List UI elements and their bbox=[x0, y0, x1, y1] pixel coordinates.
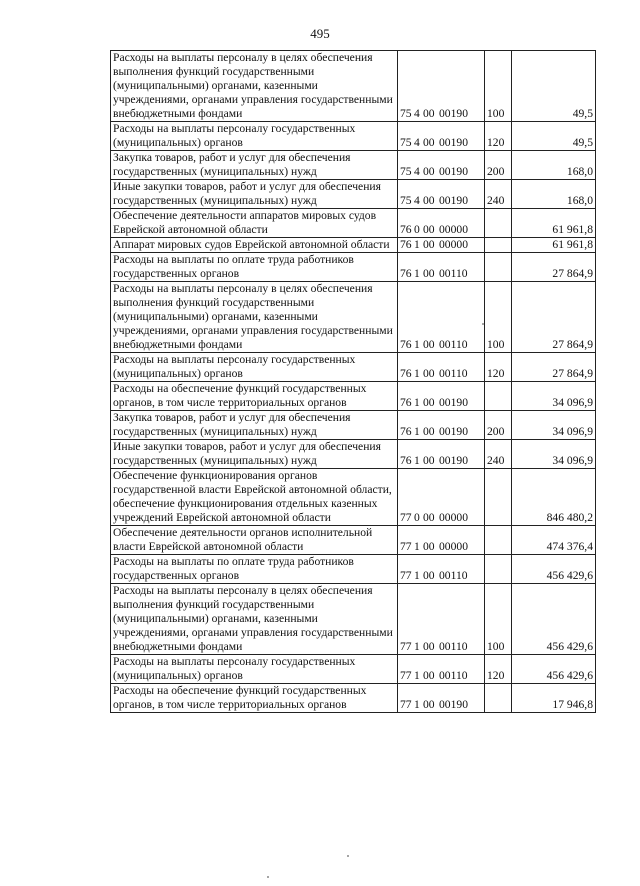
code-segment: 00 bbox=[423, 396, 435, 409]
expense-type-cell bbox=[485, 382, 512, 411]
expense-name-cell: Обеспечение деятельности органов исполнительной власти Еврейской автономной области bbox=[111, 526, 398, 555]
code-segment: 76 bbox=[400, 396, 412, 409]
table-row bbox=[111, 411, 596, 440]
expense-name-cell: Расходы на выплаты персоналу в целях обеспечения выполнения функций государственными (муниципальными) органами, казенными учреждениями, органами управления государственными внебюджетными фондами bbox=[111, 51, 398, 122]
target-article-code-cell bbox=[398, 469, 485, 526]
code-segment: 00000 bbox=[439, 223, 468, 236]
code-segment: 77 bbox=[400, 569, 412, 582]
table-row bbox=[111, 353, 596, 382]
expense-name-cell: Закупка товаров, работ и услуг для обеспечения государственных (муниципальных) нужд bbox=[111, 411, 398, 440]
target-article-code-cell bbox=[398, 238, 485, 253]
code-segment: 1 bbox=[414, 367, 420, 380]
expense-name-cell: Иные закупки товаров, работ и услуг для обеспечения государственных (муниципальных) нужд bbox=[111, 440, 398, 469]
code-segment: 00000 bbox=[439, 511, 468, 524]
amount-cell: 61 961,8 bbox=[512, 238, 596, 253]
expense-type-cell: 100 bbox=[485, 282, 512, 353]
code-segment: 1 bbox=[414, 698, 420, 711]
amount-cell: 61 961,8 bbox=[512, 209, 596, 238]
expense-type-cell bbox=[485, 469, 512, 526]
code-segment: 4 bbox=[414, 165, 420, 178]
target-article-code-cell bbox=[398, 584, 485, 655]
code-segment: 1 bbox=[414, 338, 420, 351]
code-segment: 00110 bbox=[439, 267, 468, 280]
target-article-code-cell bbox=[398, 151, 485, 180]
expense-name-cell: Обеспечение функционирования органов государственной власти Еврейской автономной области, обеспечение функционирования отдельных казенных учреждений Еврейской автономной области bbox=[111, 469, 398, 526]
code-segment: 00110 bbox=[439, 338, 468, 351]
expense-name-cell: Расходы на обеспечение функций государственных органов, в том числе территориальных органов bbox=[111, 684, 398, 713]
expense-name-cell: Расходы на обеспечение функций государственных органов, в том числе территориальных органов bbox=[111, 382, 398, 411]
code-segment: 00 bbox=[423, 540, 435, 553]
code-segment: 00 bbox=[423, 454, 435, 467]
code-segment: 00190 bbox=[439, 107, 468, 120]
code-segment: 00 bbox=[423, 425, 435, 438]
amount-cell: 456 429,6 bbox=[512, 555, 596, 584]
target-article-code-cell bbox=[398, 555, 485, 584]
code-segment: 00 bbox=[423, 136, 435, 149]
expense-name-cell: Закупка товаров, работ и услуг для обеспечения государственных (муниципальных) нужд bbox=[111, 151, 398, 180]
amount-cell: 17 946,8 bbox=[512, 684, 596, 713]
table-row bbox=[111, 238, 596, 253]
code-segment: 75 bbox=[400, 194, 412, 207]
amount-cell: 49,5 bbox=[512, 122, 596, 151]
target-article-code-cell bbox=[398, 382, 485, 411]
scan-speck bbox=[482, 323, 484, 325]
table-row bbox=[111, 180, 596, 209]
target-article-code-cell bbox=[398, 180, 485, 209]
table-row bbox=[111, 469, 596, 526]
expense-type-cell: 200 bbox=[485, 411, 512, 440]
code-segment: 00 bbox=[423, 238, 435, 251]
target-article-code-cell bbox=[398, 282, 485, 353]
target-article-code-cell bbox=[398, 411, 485, 440]
expense-type-cell: 100 bbox=[485, 584, 512, 655]
table-row bbox=[111, 51, 596, 122]
expense-type-cell: 120 bbox=[485, 655, 512, 684]
code-segment: 0 bbox=[414, 511, 420, 524]
code-segment: 00190 bbox=[439, 165, 468, 178]
expense-type-cell bbox=[485, 684, 512, 713]
code-segment: 00 bbox=[423, 569, 435, 582]
expense-type-cell bbox=[485, 238, 512, 253]
code-segment: 4 bbox=[414, 136, 420, 149]
code-segment: 4 bbox=[414, 194, 420, 207]
code-segment: 77 bbox=[400, 511, 412, 524]
code-segment: 00 bbox=[423, 194, 435, 207]
amount-cell: 34 096,9 bbox=[512, 382, 596, 411]
code-segment: 75 bbox=[400, 165, 412, 178]
code-segment: 76 bbox=[400, 338, 412, 351]
expense-type-cell bbox=[485, 526, 512, 555]
code-segment: 1 bbox=[414, 238, 420, 251]
table-row bbox=[111, 440, 596, 469]
code-segment: 1 bbox=[414, 669, 420, 682]
code-segment: 00190 bbox=[439, 396, 468, 409]
amount-cell: 27 864,9 bbox=[512, 282, 596, 353]
code-segment: 76 bbox=[400, 267, 412, 280]
expense-type-cell: 120 bbox=[485, 122, 512, 151]
expense-type-cell: 240 bbox=[485, 440, 512, 469]
code-segment: 77 bbox=[400, 540, 412, 553]
code-segment: 76 bbox=[400, 223, 412, 236]
code-segment: 00190 bbox=[439, 136, 468, 149]
amount-cell: 27 864,9 bbox=[512, 353, 596, 382]
code-segment: 00110 bbox=[439, 640, 468, 653]
table-row bbox=[111, 555, 596, 584]
table-row bbox=[111, 151, 596, 180]
scan-speck bbox=[267, 876, 269, 878]
amount-cell: 34 096,9 bbox=[512, 440, 596, 469]
amount-cell: 846 480,2 bbox=[512, 469, 596, 526]
amount-cell: 168,0 bbox=[512, 151, 596, 180]
table-row bbox=[111, 584, 596, 655]
amount-cell: 34 096,9 bbox=[512, 411, 596, 440]
expense-type-cell bbox=[485, 555, 512, 584]
code-segment: 76 bbox=[400, 238, 412, 251]
amount-cell: 456 429,6 bbox=[512, 584, 596, 655]
code-segment: 00000 bbox=[439, 238, 468, 251]
budget-table-body bbox=[111, 51, 596, 713]
code-segment: 00110 bbox=[439, 367, 468, 380]
target-article-code-cell bbox=[398, 122, 485, 151]
target-article-code-cell bbox=[398, 526, 485, 555]
code-segment: 76 bbox=[400, 367, 412, 380]
expense-type-cell: 100 bbox=[485, 51, 512, 122]
expense-name-cell: Аппарат мировых судов Еврейской автономной области bbox=[111, 238, 398, 253]
expense-type-cell: 200 bbox=[485, 151, 512, 180]
target-article-code-cell bbox=[398, 655, 485, 684]
code-segment: 1 bbox=[414, 425, 420, 438]
target-article-code-cell bbox=[398, 51, 485, 122]
code-segment: 00110 bbox=[439, 569, 468, 582]
code-segment: 00 bbox=[423, 267, 435, 280]
code-segment: 1 bbox=[414, 640, 420, 653]
code-segment: 00 bbox=[423, 698, 435, 711]
code-segment: 4 bbox=[414, 107, 420, 120]
code-segment: 76 bbox=[400, 425, 412, 438]
target-article-code-cell bbox=[398, 209, 485, 238]
amount-cell: 168,0 bbox=[512, 180, 596, 209]
code-segment: 77 bbox=[400, 698, 412, 711]
expense-name-cell: Расходы на выплаты персоналу государственных (муниципальных) органов bbox=[111, 353, 398, 382]
target-article-code-cell bbox=[398, 684, 485, 713]
code-segment: 00000 bbox=[439, 540, 468, 553]
expense-name-cell: Расходы на выплаты персоналу государственных (муниципальных) органов bbox=[111, 655, 398, 684]
expense-name-cell: Расходы на выплаты персоналу государственных (муниципальных) органов bbox=[111, 122, 398, 151]
code-segment: 00190 bbox=[439, 454, 468, 467]
page-number: 495 bbox=[310, 26, 330, 41]
table-row bbox=[111, 282, 596, 353]
expense-name-cell: Расходы на выплаты персоналу в целях обеспечения выполнения функций государственными (муниципальными) органами, казенными учреждениями, органами управления государственными внебюджетными фондами bbox=[111, 584, 398, 655]
table-row bbox=[111, 526, 596, 555]
code-segment: 1 bbox=[414, 396, 420, 409]
code-segment: 00 bbox=[423, 511, 435, 524]
amount-cell: 474 376,4 bbox=[512, 526, 596, 555]
expense-name-cell: Расходы на выплаты персоналу в целях обеспечения выполнения функций государственными (муниципальными) органами, казенными учреждениями, органами управления государственными внебюджетными фондами bbox=[111, 282, 398, 353]
code-segment: 1 bbox=[414, 267, 420, 280]
code-segment: 77 bbox=[400, 669, 412, 682]
code-segment: 00 bbox=[423, 338, 435, 351]
expense-name-cell: Обеспечение деятельности аппаратов мировых судов Еврейской автономной области bbox=[111, 209, 398, 238]
code-segment: 00 bbox=[423, 107, 435, 120]
code-segment: 77 bbox=[400, 640, 412, 653]
code-segment: 00110 bbox=[439, 669, 468, 682]
target-article-code-cell bbox=[398, 253, 485, 282]
code-segment: 00190 bbox=[439, 425, 468, 438]
code-segment: 00 bbox=[423, 669, 435, 682]
budget-table bbox=[110, 50, 596, 713]
table-row bbox=[111, 655, 596, 684]
code-segment: 00 bbox=[423, 367, 435, 380]
expense-type-cell bbox=[485, 209, 512, 238]
target-article-code-cell bbox=[398, 353, 485, 382]
expense-name-cell: Иные закупки товаров, работ и услуг для обеспечения государственных (муниципальных) нужд bbox=[111, 180, 398, 209]
code-segment: 00 bbox=[423, 640, 435, 653]
code-segment: 1 bbox=[414, 454, 420, 467]
table-row bbox=[111, 209, 596, 238]
scan-speck bbox=[347, 855, 349, 857]
amount-cell: 49,5 bbox=[512, 51, 596, 122]
code-segment: 00 bbox=[423, 165, 435, 178]
expense-name-cell: Расходы на выплаты по оплате труда работников государственных органов bbox=[111, 555, 398, 584]
amount-cell: 27 864,9 bbox=[512, 253, 596, 282]
code-segment: 76 bbox=[400, 454, 412, 467]
code-segment: 00 bbox=[423, 223, 435, 236]
table-row bbox=[111, 684, 596, 713]
code-segment: 75 bbox=[400, 136, 412, 149]
expense-type-cell: 240 bbox=[485, 180, 512, 209]
target-article-code-cell bbox=[398, 440, 485, 469]
amount-cell: 456 429,6 bbox=[512, 655, 596, 684]
code-segment: 0 bbox=[414, 223, 420, 236]
table-row bbox=[111, 122, 596, 151]
code-segment: 00190 bbox=[439, 194, 468, 207]
code-segment: 1 bbox=[414, 569, 420, 582]
code-segment: 00190 bbox=[439, 698, 468, 711]
code-segment: 1 bbox=[414, 540, 420, 553]
expense-type-cell bbox=[485, 253, 512, 282]
table-row bbox=[111, 382, 596, 411]
expense-type-cell: 120 bbox=[485, 353, 512, 382]
code-segment: 75 bbox=[400, 107, 412, 120]
table-row bbox=[111, 253, 596, 282]
expense-name-cell: Расходы на выплаты по оплате труда работников государственных органов bbox=[111, 253, 398, 282]
